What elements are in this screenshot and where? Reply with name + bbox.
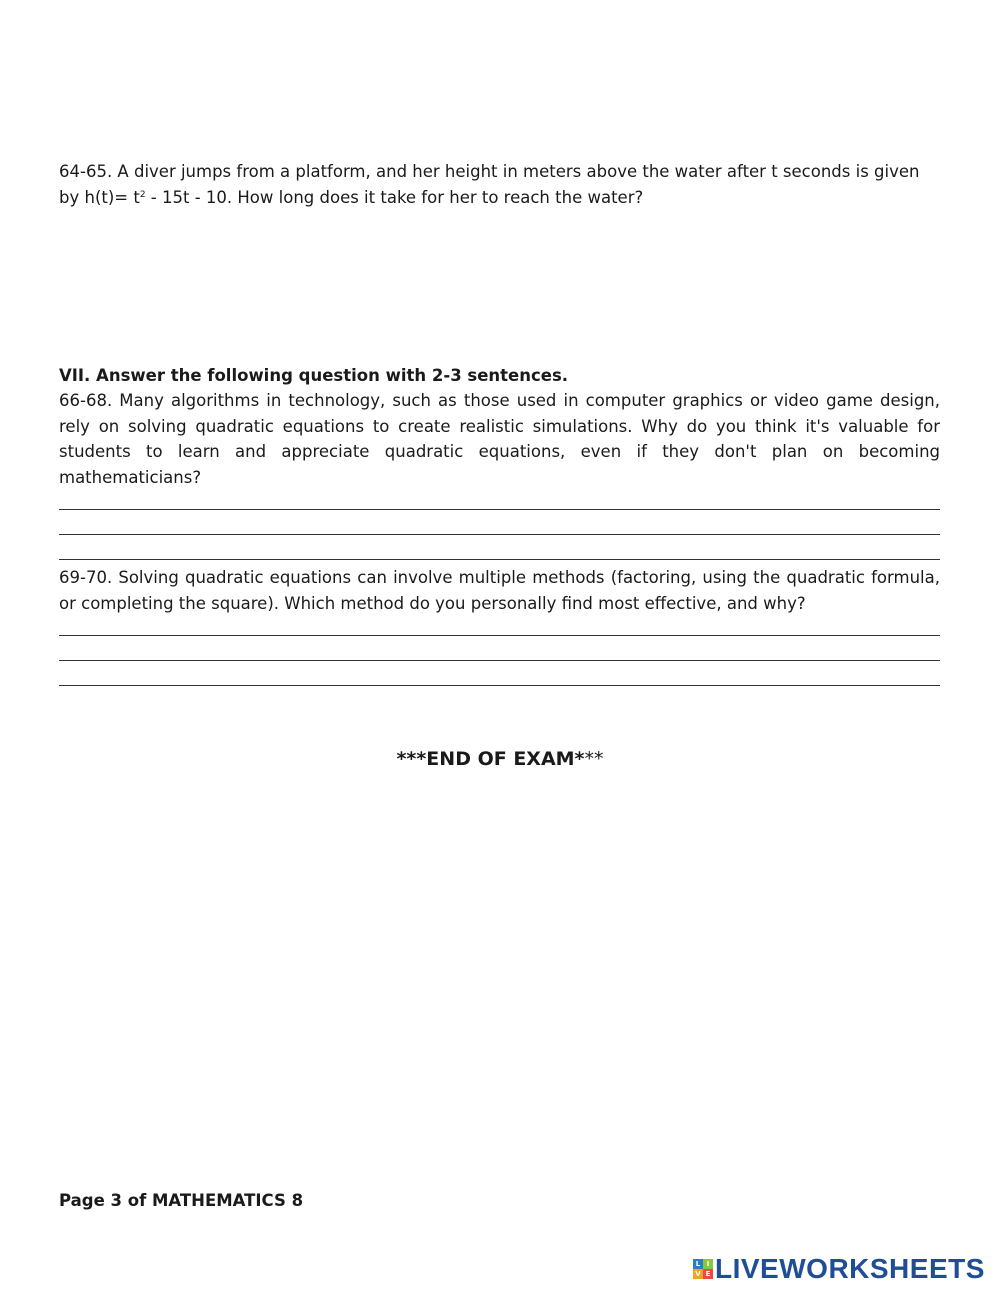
answer-line-69-70-3[interactable] — [59, 685, 940, 686]
end-of-exam-marker — [0, 746, 1000, 772]
end-marker-light: ** — [584, 748, 604, 770]
question-64-65 — [59, 159, 940, 210]
answer-line-69-70-1[interactable] — [59, 635, 940, 636]
brand-tile-e: E — [703, 1269, 713, 1279]
question-64-65-text-end: - 15t - 10. How long does it take for her to reach the water? — [145, 187, 644, 207]
liveworksheets-logo — [693, 1252, 985, 1286]
answer-line-66-68-2[interactable] — [59, 534, 940, 535]
brand-tile-i: I — [703, 1259, 713, 1269]
end-marker-bold: ***END OF EXAM* — [396, 748, 585, 770]
brand-tile-l: L — [693, 1259, 703, 1269]
exponent: 2 — [139, 189, 146, 200]
brand-grid-icon — [693, 1259, 713, 1279]
section-vii-heading: VII. Answer the following question with 2-3 sentences. — [59, 366, 569, 385]
brand-name: LIVEWORKSHEETS — [715, 1253, 985, 1284]
question-64-65-text-start: 64-65. A diver jumps from a platform, and her height in meters above the water after t seconds is given by h(t)= t — [59, 162, 920, 207]
answer-line-66-68-3[interactable] — [59, 559, 940, 560]
brand-tile-v: V — [693, 1269, 703, 1279]
answer-line-66-68-1[interactable] — [59, 509, 940, 510]
page-footer: Page 3 of MATHEMATICS 8 — [59, 1191, 304, 1210]
answer-line-69-70-2[interactable] — [59, 660, 940, 661]
question-69-70: 69-70. Solving quadratic equations can involve multiple methods (factoring, using the quadratic formula, or completing the square). Which method do you personally find most effective, and why? — [59, 568, 940, 613]
question-66-68: 66-68. Many algorithms in technology, such as those used in computer graphics or video game design, rely on solving quadratic equations to create realistic simulations. Why do you think it's valuable for students to learn and appreciate quadratic equations, even if they don't plan on becoming mathematicians? — [59, 391, 940, 487]
